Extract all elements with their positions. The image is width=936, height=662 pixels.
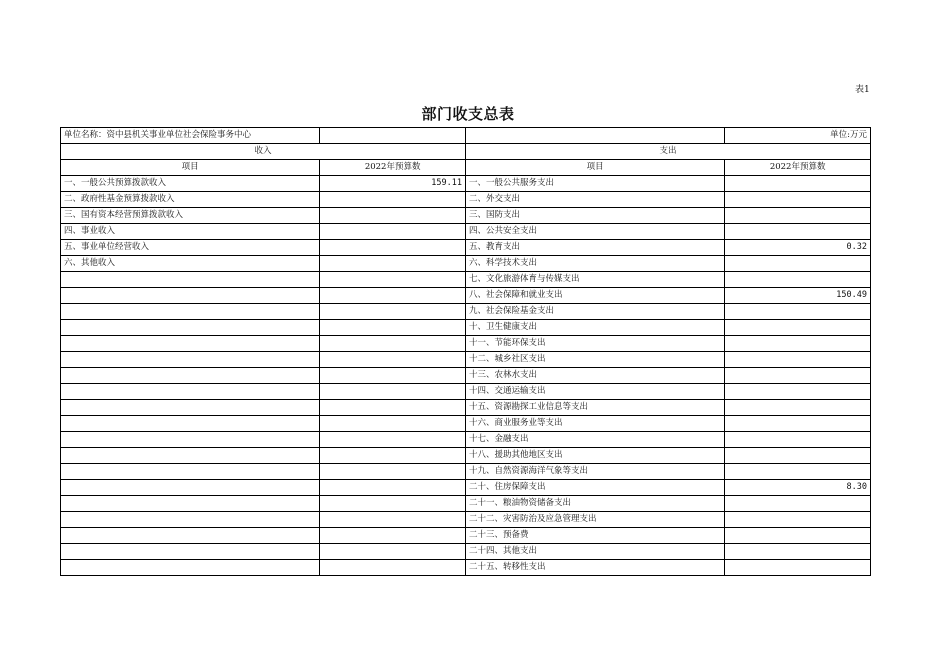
income-item-cell [61, 400, 320, 416]
income-item-cell: 六、其他收入 [61, 256, 320, 272]
income-value-cell [320, 448, 466, 464]
income-item-cell: 三、国有资本经营预算拨款收入 [61, 208, 320, 224]
expense-item-header: 项目 [465, 160, 724, 176]
income-item-cell [61, 384, 320, 400]
expense-item-cell: 九、社会保险基金支出 [465, 304, 724, 320]
table-row [61, 320, 871, 336]
income-item-cell [61, 464, 320, 480]
expense-item-cell: 一、一般公共服务支出 [465, 176, 724, 192]
unit-label-cell: 单位:万元 [725, 128, 871, 144]
table-row [61, 544, 871, 560]
table-row [61, 416, 871, 432]
income-value-cell [320, 432, 466, 448]
income-item-cell [61, 368, 320, 384]
income-value-cell [320, 528, 466, 544]
table-row [61, 464, 871, 480]
table-row [61, 480, 871, 496]
income-value-cell [320, 416, 466, 432]
expense-value-cell: 8.30 [725, 480, 871, 496]
income-item-cell [61, 448, 320, 464]
table-row [61, 192, 871, 208]
income-value-cell [320, 320, 466, 336]
expense-value-cell [725, 496, 871, 512]
expense-item-cell: 十九、自然资源海洋气象等支出 [465, 464, 724, 480]
income-item-cell [61, 544, 320, 560]
table-row [61, 448, 871, 464]
expense-header: 支出 [465, 144, 870, 160]
unit-name-cell: 单位名称：资中县机关事业单位社会保险事务中心 [61, 128, 320, 144]
expense-item-cell: 二、外交支出 [465, 192, 724, 208]
table-row [61, 432, 871, 448]
income-value-cell [320, 288, 466, 304]
expense-item-cell: 十七、金融支出 [465, 432, 724, 448]
income-value-cell [320, 496, 466, 512]
expense-value-cell [725, 320, 871, 336]
empty-cell [465, 128, 724, 144]
expense-item-cell: 十二、城乡社区支出 [465, 352, 724, 368]
income-item-cell [61, 528, 320, 544]
table-row [61, 400, 871, 416]
expense-value-cell [725, 304, 871, 320]
table-row [61, 224, 871, 240]
income-item-cell [61, 288, 320, 304]
income-item-cell [61, 320, 320, 336]
expense-value-cell [725, 192, 871, 208]
table-row [61, 208, 871, 224]
income-item-cell [61, 336, 320, 352]
expense-item-cell: 十三、农林水支出 [465, 368, 724, 384]
income-header: 收入 [61, 144, 466, 160]
expense-item-cell: 十一、节能环保支出 [465, 336, 724, 352]
income-value-cell [320, 464, 466, 480]
expense-value-cell [725, 544, 871, 560]
income-item-header: 项目 [61, 160, 320, 176]
table-row [61, 512, 871, 528]
expense-item-cell: 二十二、灾害防治及应急管理支出 [465, 512, 724, 528]
table-row [61, 384, 871, 400]
expense-budget-header: 2022年预算数 [725, 160, 871, 176]
expense-item-cell: 十四、交通运输支出 [465, 384, 724, 400]
table-row [61, 256, 871, 272]
income-value-cell [320, 240, 466, 256]
expense-value-cell [725, 512, 871, 528]
expense-item-cell: 二十四、其他支出 [465, 544, 724, 560]
expense-value-cell: 150.49 [725, 288, 871, 304]
expense-value-cell [725, 384, 871, 400]
table-row [61, 336, 871, 352]
meta-row [61, 128, 871, 144]
section-header-row [61, 144, 871, 160]
expense-item-cell: 四、公共安全支出 [465, 224, 724, 240]
income-item-cell [61, 304, 320, 320]
income-item-cell [61, 416, 320, 432]
income-item-cell: 五、事业单位经营收入 [61, 240, 320, 256]
income-value-cell [320, 336, 466, 352]
expense-value-cell [725, 256, 871, 272]
expense-value-cell [725, 448, 871, 464]
expense-value-cell [725, 176, 871, 192]
expense-item-cell: 三、国防支出 [465, 208, 724, 224]
income-item-cell [61, 496, 320, 512]
expense-value-cell [725, 368, 871, 384]
table-number: 表1 [855, 85, 870, 95]
table-row [61, 288, 871, 304]
table-row [61, 368, 871, 384]
income-value-cell [320, 272, 466, 288]
income-item-cell: 二、政府性基金预算拨款收入 [61, 192, 320, 208]
expense-item-cell: 二十三、预备费 [465, 528, 724, 544]
expense-value-cell [725, 416, 871, 432]
expense-item-cell: 十、卫生健康支出 [465, 320, 724, 336]
income-item-cell [61, 560, 320, 576]
expense-item-cell: 十八、援助其他地区支出 [465, 448, 724, 464]
expense-item-cell: 二十五、转移性支出 [465, 560, 724, 576]
income-value-cell [320, 304, 466, 320]
income-budget-header: 2022年预算数 [320, 160, 466, 176]
income-item-cell [61, 352, 320, 368]
table-row [61, 560, 871, 576]
expense-value-cell [725, 400, 871, 416]
income-value-cell [320, 400, 466, 416]
expense-value-cell [725, 464, 871, 480]
page-title: 部门收支总表 [421, 105, 515, 123]
income-value-cell [320, 352, 466, 368]
income-value-cell [320, 512, 466, 528]
expense-item-cell: 七、文化旅游体育与传媒支出 [465, 272, 724, 288]
expense-value-cell: 0.32 [725, 240, 871, 256]
income-item-cell [61, 480, 320, 496]
income-value-cell [320, 544, 466, 560]
table-row [61, 496, 871, 512]
expense-item-cell: 八、社会保障和就业支出 [465, 288, 724, 304]
income-value-cell [320, 192, 466, 208]
expense-value-cell [725, 336, 871, 352]
expense-value-cell [725, 560, 871, 576]
column-header-row [61, 160, 871, 176]
expense-value-cell [725, 432, 871, 448]
income-value-cell [320, 560, 466, 576]
expense-value-cell [725, 208, 871, 224]
expense-item-cell: 二十、住房保障支出 [465, 480, 724, 496]
income-item-cell: 四、事业收入 [61, 224, 320, 240]
expense-item-cell: 五、教育支出 [465, 240, 724, 256]
income-value-cell [320, 208, 466, 224]
income-item-cell [61, 272, 320, 288]
expense-value-cell [725, 224, 871, 240]
income-value-cell [320, 384, 466, 400]
expense-item-cell: 十六、商业服务业等支出 [465, 416, 724, 432]
table-row [61, 176, 871, 192]
expense-item-cell: 十五、资源勘探工业信息等支出 [465, 400, 724, 416]
empty-cell [320, 128, 466, 144]
expense-item-cell: 二十一、粮油物资储备支出 [465, 496, 724, 512]
table-row [61, 272, 871, 288]
income-value-cell [320, 480, 466, 496]
table-row [61, 240, 871, 256]
table-row [61, 304, 871, 320]
expense-value-cell [725, 272, 871, 288]
income-value-cell: 159.11 [320, 176, 466, 192]
income-value-cell [320, 368, 466, 384]
expense-value-cell [725, 528, 871, 544]
budget-table [60, 127, 871, 576]
income-value-cell [320, 256, 466, 272]
income-item-cell [61, 512, 320, 528]
table-row [61, 352, 871, 368]
income-value-cell [320, 224, 466, 240]
income-item-cell: 一、一般公共预算拨款收入 [61, 176, 320, 192]
expense-value-cell [725, 352, 871, 368]
income-item-cell [61, 432, 320, 448]
expense-item-cell: 六、科学技术支出 [465, 256, 724, 272]
table-row [61, 528, 871, 544]
